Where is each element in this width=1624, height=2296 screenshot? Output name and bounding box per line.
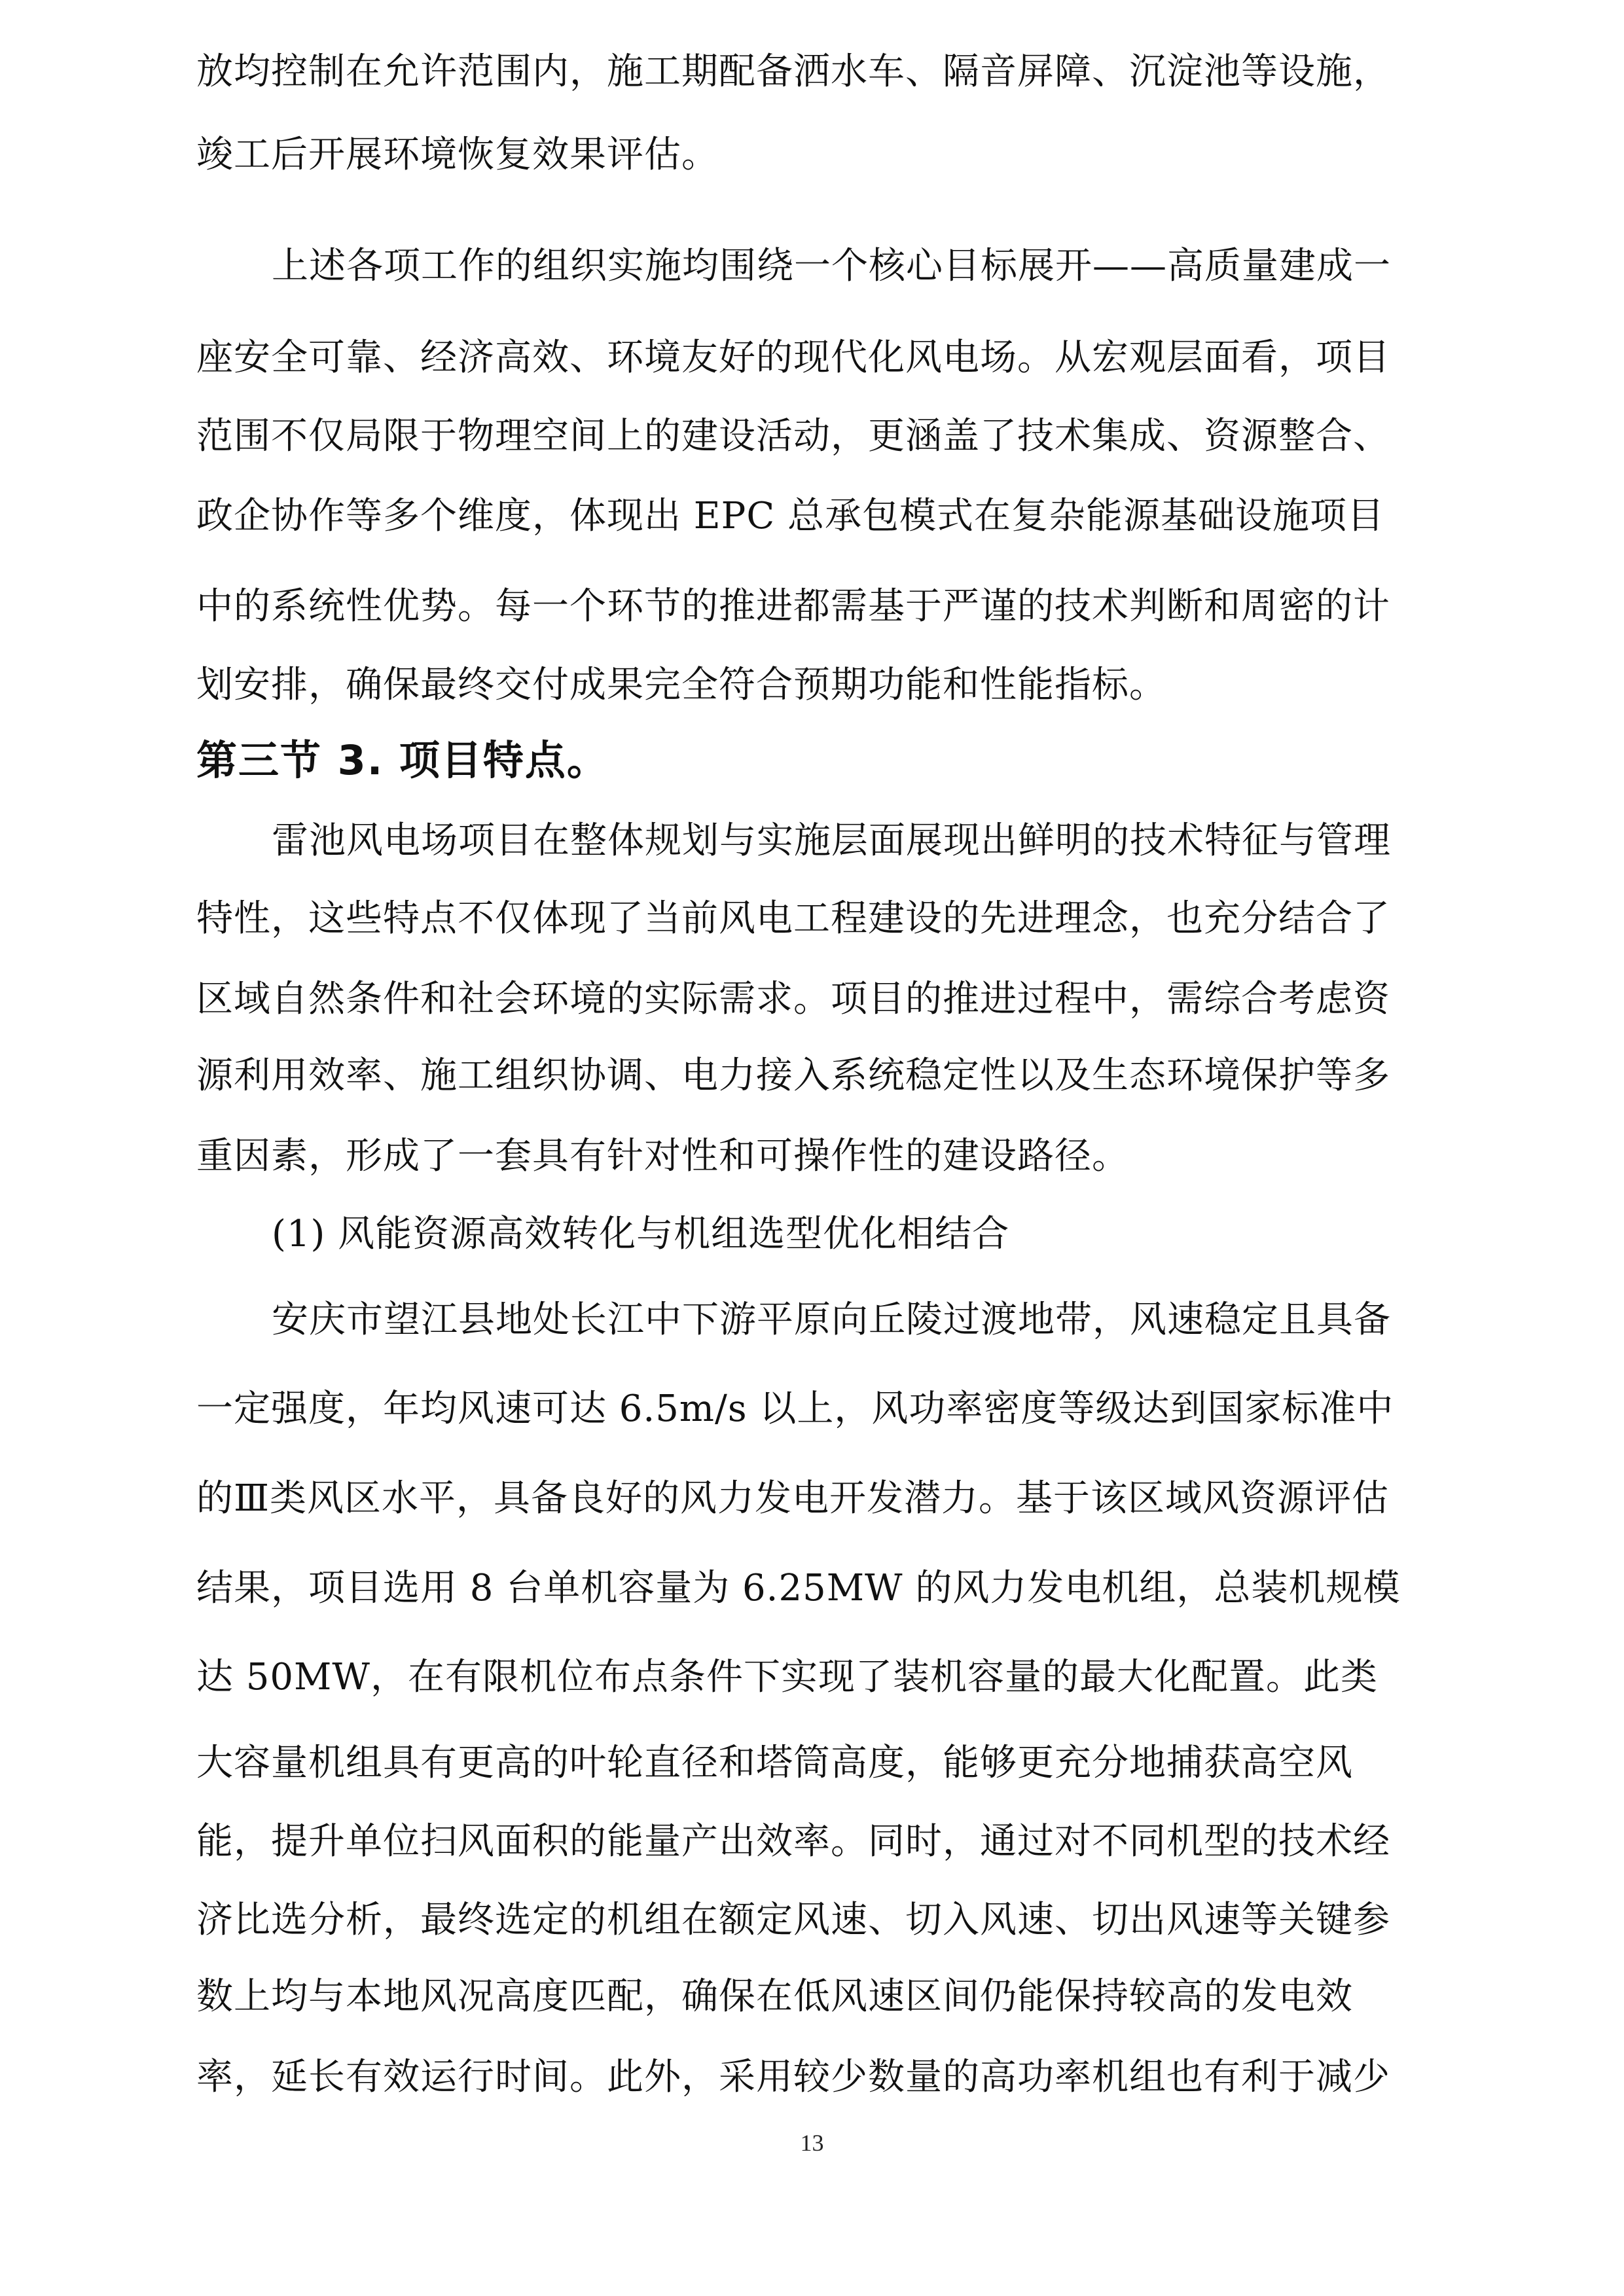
text-line: 区域自然条件和社会环境的实际需求。项目的推进过程中，需综合考虑资 bbox=[196, 978, 1390, 1020]
text-line: 结果，项目选用 8 台单机容量为 6.25MW 的风力发电机组，总装机规模 bbox=[196, 1567, 1401, 1609]
text-line: 率，延长有效运行时间。此外，采用较少数量的高功率机组也有利于减少 bbox=[196, 2056, 1390, 2098]
text-line: 座安全可靠、经济高效、环境友好的现代化风电场。从宏观层面看，项目 bbox=[196, 336, 1390, 379]
text-line: 特性，这些特点不仅体现了当前风电工程建设的先进理念，也充分结合了 bbox=[196, 897, 1390, 940]
text-line: 大容量机组具有更高的叶轮直径和塔筒高度，能够更充分地捕获高空风 bbox=[196, 1742, 1353, 1784]
text-line: 范围不仅局限于物理空间上的建设活动，更涵盖了技术集成、资源整合、 bbox=[196, 415, 1390, 457]
text-line: 重因素，形成了一套具有针对性和可操作性的建设路径。 bbox=[196, 1135, 1129, 1177]
text-line: 一定强度，年均风速可达 6.5m/s 以上，风功率密度等级达到国家标准中 bbox=[196, 1388, 1394, 1430]
text-line: 达 50MW，在有限机位布点条件下实现了装机容量的最大化配置。此类 bbox=[196, 1656, 1378, 1698]
text-line: 源利用效率、施工组织协调、电力接入系统稳定性以及生态环境保护等多 bbox=[196, 1054, 1390, 1097]
text-line: 能，提升单位扫风面积的能量产出效率。同时，通过对不同机型的技术经 bbox=[196, 1820, 1390, 1863]
text-line: 数上均与本地风况高度匹配，确保在低风速区间仍能保持较高的发电效 bbox=[196, 1975, 1353, 2018]
section-heading: 第三节 3. 项目特点。 bbox=[196, 736, 609, 784]
text-line: 中的系统性优势。每一个环节的推进都需基于严谨的技术判断和周密的计 bbox=[196, 585, 1390, 628]
text-line: 安庆市望江县地处长江中下游平原向丘陵过渡地带，风速稳定且具备 bbox=[272, 1299, 1391, 1341]
text-line: 济比选分析，最终选定的机组在额定风速、切入风速、切出风速等关键参 bbox=[196, 1899, 1390, 1941]
text-line: 上述各项工作的组织实施均围绕一个核心目标展开——高质量建成一 bbox=[272, 245, 1391, 287]
text-line: 的Ⅲ类风区水平，具备良好的风力发电开发潜力。基于该区域风资源评估 bbox=[196, 1477, 1390, 1520]
text-line: 政企协作等多个维度，体现出 EPC 总承包模式在复杂能源基础设施项目 bbox=[196, 495, 1385, 537]
text-line: 放均控制在允许范围内，施工期配备洒水车、隔音屏障、沉淀池等设施， bbox=[196, 50, 1390, 93]
text-line: 划安排，确保最终交付成果完全符合预期功能和性能指标。 bbox=[196, 664, 1166, 706]
page-number: 13 bbox=[800, 2130, 824, 2156]
text-line: 雷池风电场项目在整体规划与实施层面展现出鲜明的技术特征与管理 bbox=[272, 819, 1391, 862]
subheading: (1) 风能资源高效转化与机组选型优化相结合 bbox=[272, 1213, 1010, 1255]
text-line: 竣工后开展环境恢复效果评估。 bbox=[196, 134, 719, 176]
